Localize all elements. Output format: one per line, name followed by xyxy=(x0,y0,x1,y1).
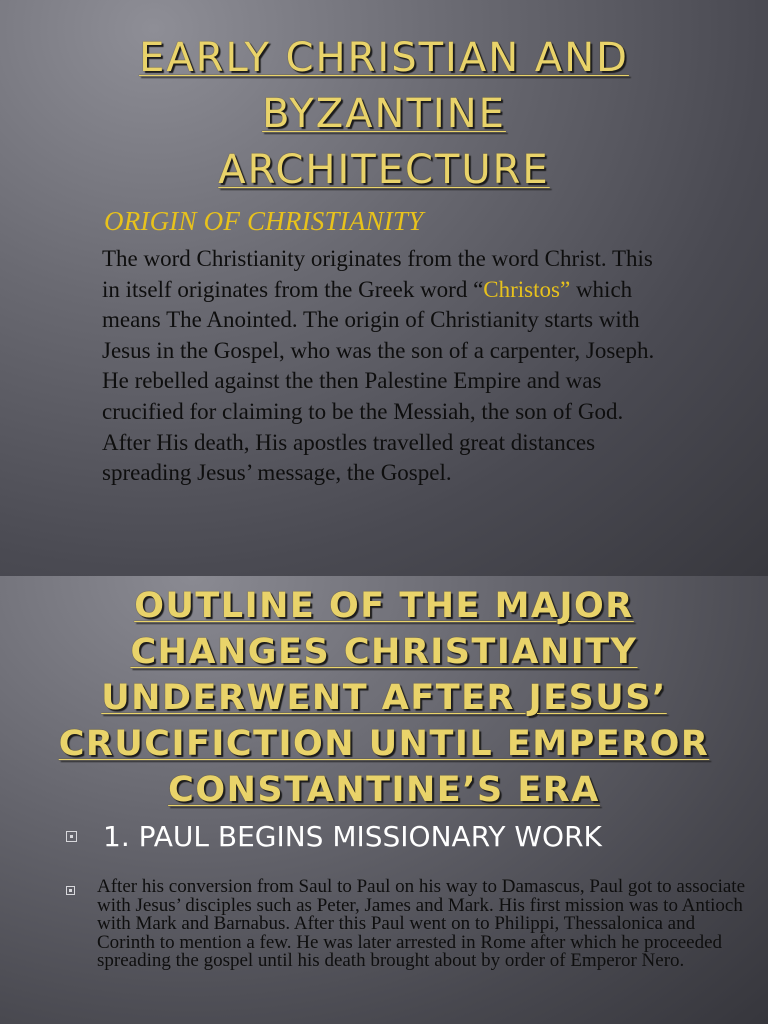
bullet-point-1-text: 1. PAUL BEGINS MISSIONARY WORK xyxy=(103,820,602,853)
slide-2-title-line: UNDERWENT AFTER JESUS’ xyxy=(101,678,667,718)
bullet-point-1 xyxy=(66,820,602,853)
slide-2-title xyxy=(0,583,768,813)
bullet-point-2 xyxy=(66,878,757,971)
slide-1-body-text xyxy=(102,244,662,489)
square-bullet-icon xyxy=(66,831,77,842)
slide-2-title-line: CRUCIFICTION UNTIL EMPEROR xyxy=(58,724,710,764)
body-highlight-christos: Christos” xyxy=(483,276,571,302)
slide-2-title-line: CHANGES CHRISTIANITY xyxy=(130,632,638,672)
body-text-part: The word Christianity originates from the word Christ. This in itself originates from the Greek word “ xyxy=(102,246,653,302)
slide-1-title-line: ARCHITECTURE xyxy=(218,147,550,193)
slide-1-title xyxy=(0,30,768,198)
slide-2-title-line: CONSTANTINE’S ERA xyxy=(168,770,600,810)
square-bullet-icon xyxy=(66,886,75,895)
bullet-point-2-text: After his conversion from Saul to Paul on his way to Damascus, Paul got to associate with Jesus’ disciples such as Peter, James and Mark. His first mission was to Antioch with Mark and Barnabus. After this Paul went on to Philippi, Thessalonica and Corinth to mention a few. He was later arrested in Rome after which he proceeded spreading the gospel until his death brought about by order of Emperor Nero. xyxy=(97,876,746,971)
slide-2-title-line: OUTLINE OF THE MAJOR xyxy=(134,586,634,626)
slide-1-title-line: EARLY CHRISTIAN AND xyxy=(139,35,629,81)
slide-1-subtitle: ORIGIN OF CHRISTIANITY xyxy=(104,206,424,236)
slide-1-title-line: BYZANTINE xyxy=(262,91,506,137)
body-text-part: which means The Anointed. The origin of Christianity starts with Jesus in the Gospel, who was the son of a carpenter, Joseph. He rebelled against the then Palestine Empire and was crucified for claiming to be the Messiah, the son of God. After His death, His apostles travelled great distances spreading Jesus’ message, the Gospel. xyxy=(102,276,655,486)
